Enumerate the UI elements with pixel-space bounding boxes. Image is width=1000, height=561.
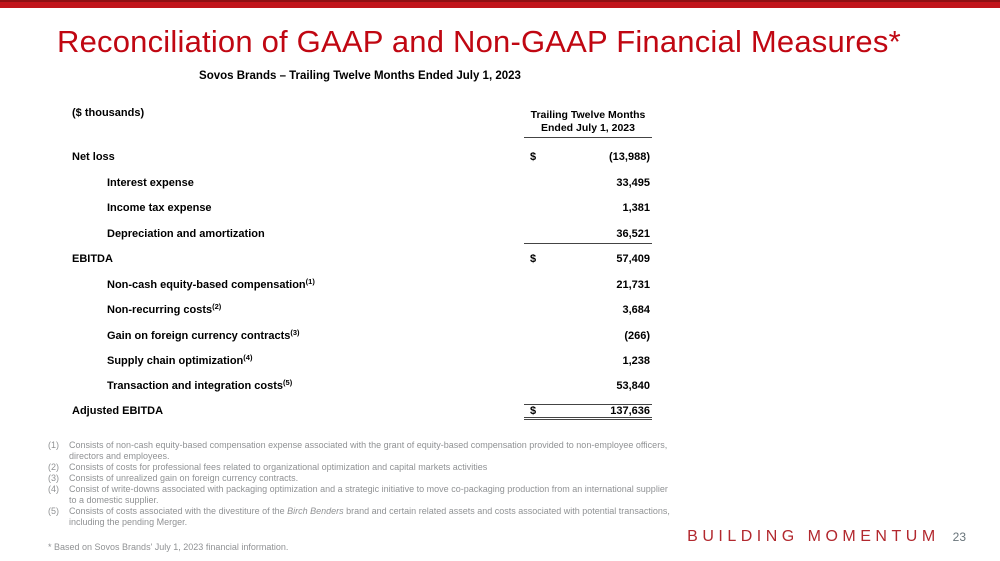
table-row-non-recurring-costs (0, 304, 1000, 318)
dollar-sign: $ (530, 405, 537, 417)
row-value: 21,731 (616, 279, 650, 291)
table-row-income-tax-expense (0, 202, 1000, 216)
double-underline-total (524, 417, 652, 420)
asterisk-footnote: * Based on Sovos Brands' July 1, 2023 financial information. (48, 542, 289, 552)
row-value: 137,636 (610, 405, 650, 417)
row-value: (266) (624, 330, 650, 342)
column-header-line1: Trailing Twelve Months (530, 109, 646, 121)
table-row-non-cash-compensation (0, 279, 1000, 293)
row-value: (13,988) (609, 151, 650, 163)
page-number: 23 (952, 530, 966, 544)
subtotal-rule-ebitda (524, 243, 652, 244)
row-label: Transaction and integration costs (107, 380, 284, 392)
row-label: Non-cash equity-based compensation (107, 279, 306, 291)
row-label: Income tax expense (107, 202, 212, 214)
footnote-text: Consist of write-downs associated with packaging optimization and a strategic initiative to move co-packaging production from an international supplier to a domestic supplier. (69, 484, 668, 505)
dollar-sign: $ (530, 151, 537, 163)
footnote-3 (48, 473, 673, 484)
table-row-net-loss (0, 151, 1000, 165)
row-value: 57,409 (616, 253, 650, 265)
footnote-text: Consists of costs associated with the divestiture of the Birch Benders brand and certain related assets and costs associated with potential transactions, including the pending Merger. (69, 506, 670, 527)
footnote-5 (48, 506, 673, 528)
table-row-ebitda (0, 253, 1000, 267)
footer-brand-text: BUILDING MOMENTUM (687, 528, 940, 545)
footnote-marker: (3) (48, 473, 59, 483)
row-value: 33,495 (616, 177, 650, 189)
row-label: Interest expense (107, 177, 194, 189)
footnote-1 (48, 440, 673, 462)
brand-name-italic: Birch Benders (287, 506, 344, 516)
table-row-foreign-currency-gain (0, 330, 1000, 344)
footnote-4 (48, 484, 673, 506)
table-row-transaction-integration-costs (0, 380, 1000, 394)
footnote-marker: (4) (48, 484, 59, 494)
footnote-marker: (1) (48, 440, 59, 450)
column-header-line2: Ended July 1, 2023 (541, 122, 635, 134)
footnote-2 (48, 462, 673, 473)
row-label: EBITDA (72, 253, 113, 265)
dollar-sign: $ (530, 253, 537, 265)
slide-subtitle: Sovos Brands – Trailing Twelve Months Ended July 1, 2023 (199, 70, 521, 82)
table-row-adjusted-ebitda (0, 405, 1000, 419)
table-row-depreciation-amortization (0, 228, 1000, 242)
row-label: Gain on foreign currency contracts (107, 330, 291, 342)
slide-title: Reconciliation of GAAP and Non-GAAP Financial Measures* (57, 24, 901, 59)
table-units-label: ($ thousands) (72, 107, 145, 119)
footnote-marker: (5) (48, 506, 59, 516)
footnote-ref: (1) (305, 277, 315, 286)
row-value: 1,381 (622, 202, 650, 214)
row-value: 1,238 (622, 355, 650, 367)
table-column-header (515, 109, 661, 135)
row-label: Net loss (72, 151, 115, 163)
footnote-text: Consists of unrealized gain on foreign currency contracts. (69, 473, 299, 483)
top-accent-bar (0, 0, 1000, 8)
row-label: Non-recurring costs (107, 304, 213, 316)
footnote-ref: (4) (243, 353, 253, 362)
footnote-marker: (2) (48, 462, 59, 472)
footnote-ref: (3) (290, 328, 300, 337)
footnote-ref: (5) (283, 378, 293, 387)
row-label: Depreciation and amortization (107, 228, 265, 240)
table-row-supply-chain-optimization (0, 355, 1000, 369)
table-row-interest-expense (0, 177, 1000, 191)
row-value: 3,684 (622, 304, 650, 316)
row-value: 36,521 (616, 228, 650, 240)
row-value: 53,840 (616, 380, 650, 392)
footnotes-block (48, 440, 673, 528)
footnote-text: Consists of non-cash equity-based compensation expense associated with the grant of equity-based compensation provided to non-employee officers, directors and employees. (69, 440, 668, 461)
row-label: Adjusted EBITDA (72, 405, 164, 417)
row-label: Supply chain optimization (107, 355, 244, 367)
slide-footer (687, 528, 966, 546)
column-header-underline (524, 137, 652, 138)
footnote-text: Consists of costs for professional fees related to organizational optimization and capital markets activities (69, 462, 488, 472)
footnote-ref: (2) (212, 302, 222, 311)
